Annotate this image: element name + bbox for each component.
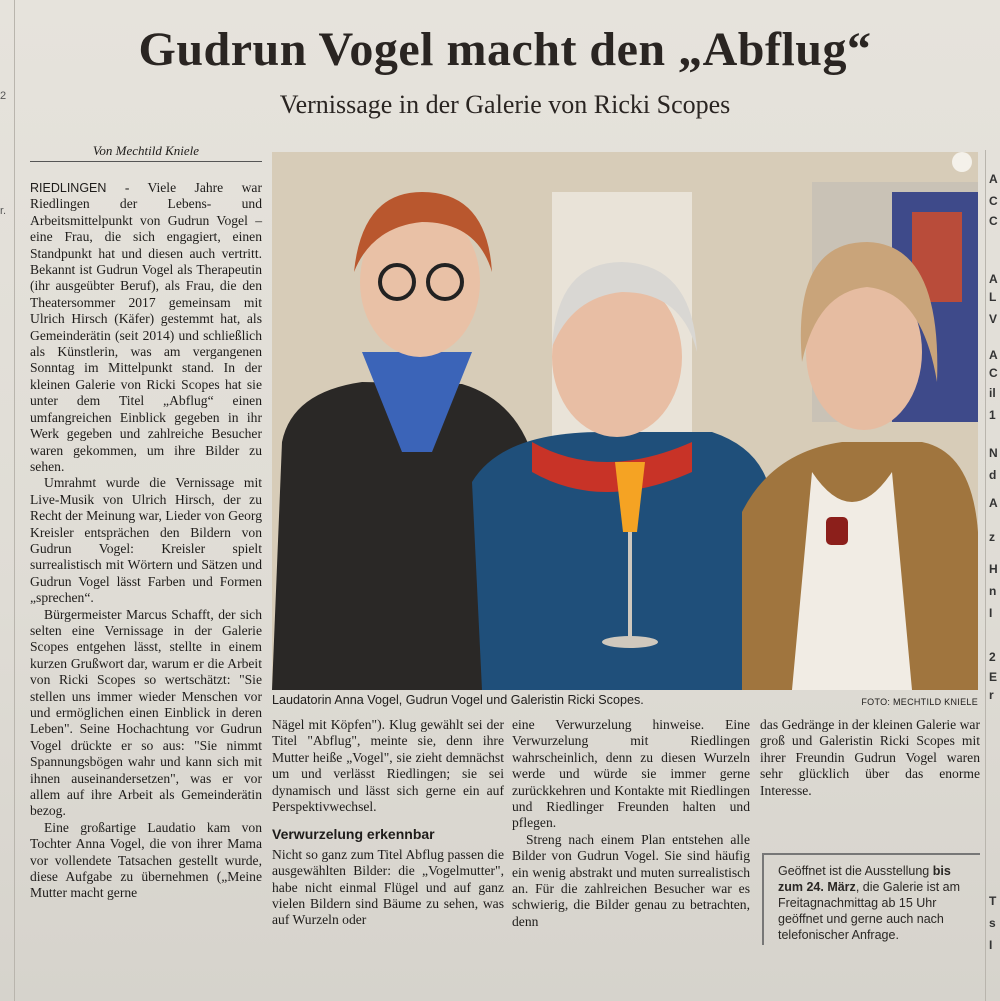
left-margin-glyph: 2: [0, 90, 7, 102]
left-margin-strip: [0, 0, 15, 1001]
right-margin-glyph: il: [989, 386, 996, 400]
right-margin-strip: [985, 150, 1000, 1001]
right-margin-glyph: V: [989, 312, 998, 326]
photo-lamp: [952, 152, 972, 172]
right-margin-glyph: H: [989, 562, 998, 576]
right-margin-glyph: A: [989, 172, 998, 186]
paragraph: das Gedränge in der kleinen Galerie war groß und Galeristin Ricki Scopes mit ihrer Freundin Gudrun Vogel waren sehr glücklich über das enorme Interesse.: [760, 717, 980, 798]
paragraph: Nicht so ganz zum Titel Abflug passen die ausgewählten Bilder: die „Vogelmutter", habe nicht einmal Flügel und auf ganz vielen Bildern sind Bäume zu sehen, was auf Wurzeln oder: [272, 846, 504, 928]
right-margin-glyph: T: [989, 894, 997, 908]
right-margin-glyph: 1: [989, 408, 996, 422]
photo-illustration: [272, 152, 978, 690]
paragraph: [30, 180, 262, 475]
right-margin-glyph: L: [989, 290, 997, 304]
paragraph: Umrahmt wurde die Vernissage mit Live-Musik von Ulrich Hirsch, der zu Recht der Meinung war, Lieder von Georg Kreisler entsprächen den Bildern von Gudrun Vogel: Kreisler spielt surrealistisch mit Wörtern und Sätzen und Gudrun Vogel lässt Farben und Formen „sprechen“.: [30, 475, 262, 606]
photo-pendant: [826, 517, 848, 545]
right-margin-glyph: A: [989, 348, 998, 362]
right-margin-glyph: C: [989, 366, 998, 380]
info-text: Geöffnet ist die Ausstellung: [778, 864, 933, 878]
article-column-4: [760, 717, 980, 799]
paragraph: Eine großartige Laudatio kam von Tochter Anna Vogel, die von ihrer Mama vor vollendete Tatsachen gestellt wurde, diese Aufgabe zu übernehmen („Meine Mutter macht gerne: [30, 819, 262, 901]
article-column-1: [30, 180, 262, 902]
exhibition-info-box: [762, 853, 980, 945]
right-margin-glyph: r: [989, 688, 994, 702]
dateline: RIEDLINGEN: [30, 181, 107, 195]
right-margin-glyph: 2: [989, 650, 996, 664]
article-column-2: [272, 717, 504, 929]
info-date: bis zum 24. März: [778, 864, 951, 894]
right-margin-glyph: d: [989, 468, 997, 482]
photo-credit: FOTO: MECHTILD KNIELE: [861, 697, 978, 707]
right-margin-glyph: A: [989, 496, 998, 510]
right-margin-glyph: A: [989, 272, 998, 286]
right-margin-glyph: E: [989, 670, 998, 684]
article-subheadline: Vernissage in der Galerie von Ricki Scopes: [279, 90, 731, 119]
right-margin-glyph: s: [989, 916, 996, 930]
previous-page-bleed: [320, 0, 800, 6]
photo-person-right-shirt: [792, 472, 912, 690]
article-photo: [272, 152, 978, 690]
info-text: , die Galerie ist am Freitagnachmittag ab 15 Uhr geöffnet und gerne auch nach telefonischer Anfrage.: [778, 880, 961, 942]
photo-glass-foot: [602, 636, 658, 648]
right-margin-glyph: C: [989, 194, 998, 208]
left-margin-glyph: r.: [0, 205, 7, 217]
right-margin-glyph: n: [989, 584, 997, 598]
photo-glass-stem: [628, 532, 632, 637]
paragraph: Nägel mit Köpfen"). Klug gewählt sei der Titel "Abflug", meinte sie, denn ihre Mutter heiße „Vogel", sie zieht demnächst um und verlässt Riedlingen; sie sei dynamisch und lässt sich gerne ein auf Perspektivwechsel.: [272, 717, 504, 815]
paragraph: Streng nach einem Plan entstehen alle Bilder von Gudrun Vogel. Sie sind häufig ein wenig abstrakt und muten surrealistisch an. Für die zahlreichen Besucher war es schwierig, die Bilder genau zu betrachten, denn: [512, 831, 750, 929]
right-margin-glyph: I: [989, 606, 993, 620]
right-margin-glyph: N: [989, 446, 998, 460]
photo-caption: Laudatorin Anna Vogel, Gudrun Vogel und Galeristin Ricki Scopes.: [272, 693, 644, 707]
paragraph-text: - Viele Jahre war Riedlingen der Lebens- und Arbeitsmittelpunkt von Gudrun Vogel – eine Frau, die sich engagiert, einen Standpunkt hat und diesen auch vertritt. Bekannt ist Gudrun Vogel als Therapeutin (ihr ausgeübter Beruf), als Frau, die den Theatersommer 2017 gemeinsam mit Ulrich Hirsch (Käfer) gestemmt hat, als Gemeinderätin (seit 2014) und schließlich als Künstlerin, was am vergangenen Sonntag im Mittelpunkt stand. In der kleinen Galerie von Ricki Scopes hat sie unter dem Titel „Abflug“ einen umfangreichen Einblick gegeben in ihr Werk gegeben und zahlreiche Besucher waren gekommen, um ihre Bilder zu sehen.: [30, 180, 262, 474]
right-margin-glyph: I: [989, 938, 993, 952]
right-margin-glyph: C: [989, 214, 998, 228]
article-headline: Gudrun Vogel macht den „Abflug“: [138, 23, 872, 76]
paragraph: eine Verwurzelung hinweise. Eine Verwurzelung mit Riedlingen wahrscheinlich, denn zu diesen Wurzeln werde und würde sie immer gerne zurückkehren und Kontakte mit Riedlingen und Riedlinger Freunden halten und pflegen.: [512, 717, 750, 831]
article-column-3: [512, 717, 750, 930]
right-margin-glyph: z: [989, 530, 995, 544]
article-byline: Von Mechtild Kniele: [30, 143, 262, 162]
article-subheading: Verwurzelung erkennbar: [272, 826, 435, 843]
info-box-text: [778, 863, 978, 943]
paragraph: Bürgermeister Marcus Schafft, der sich selten eine Vernissage in der Galerie Scopes entgehen lässt, stellte in einem kurzen Grußwort dar, warum er die Arbeit von Ricki Scopes so wertschätzt: "Sie stellen uns immer wieder Menschen vor und ermöglichen einen Einblick in deren Leben". Seine Hochachtung vor Gudrun Vogel drückte er so aus: "Sie nimmt Spannungsbögen wahr und kann sich mit ihnen auseinandersetzen", was er vor allem auf ihre Arbeit als Gemeinderätin bezog.: [30, 606, 262, 819]
